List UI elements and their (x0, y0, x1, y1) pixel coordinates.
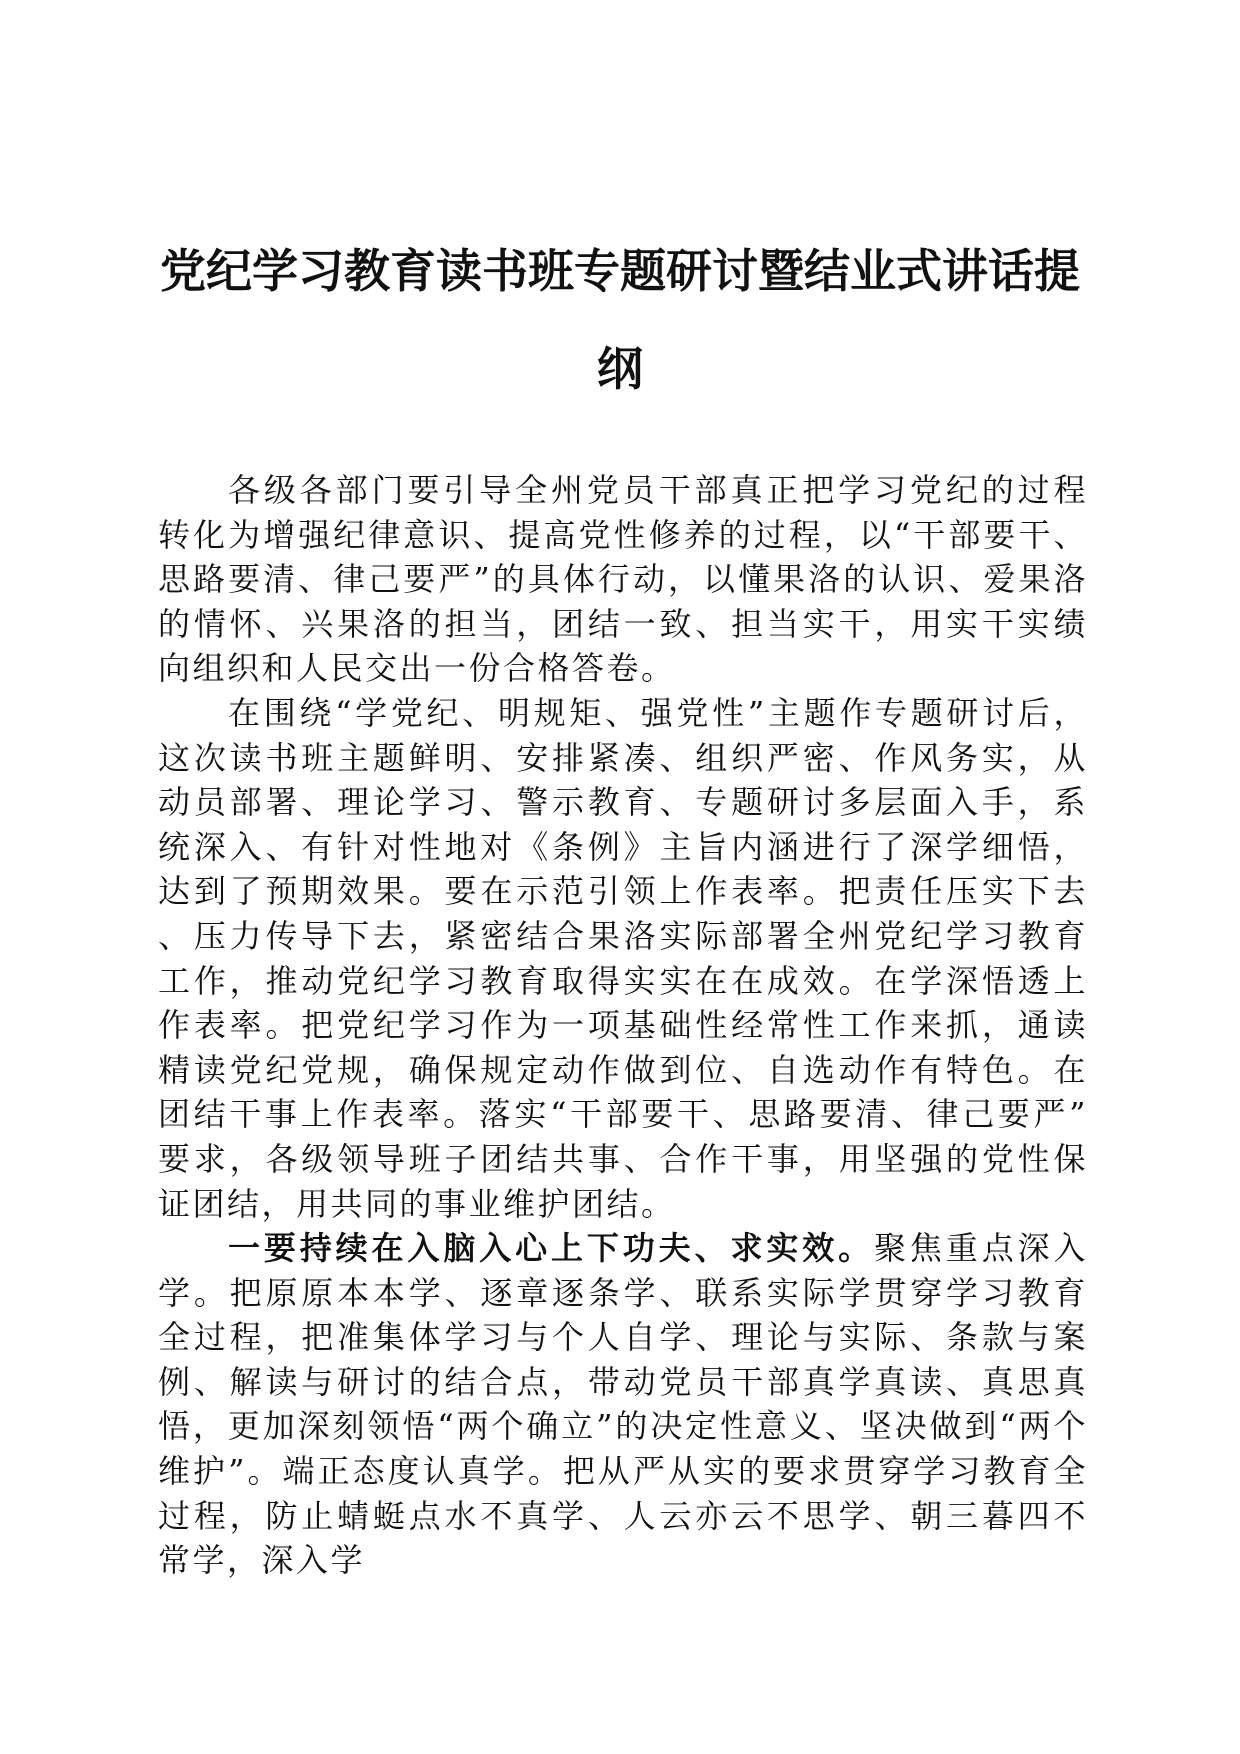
paragraph-3-text: 聚焦重点深入学。把原原本本学、逐章逐条学、联系实际学贯穿学习教育全过程，把准集体学习与个人自学、理论与实际、条款与案例、解读与研讨的结合点，带动党员干部真学真读、真思真悟，更加深刻领悟“两个确立”的决定性意义、坚决做到“两个维护”。端正态度认真学。把从严从实的要求贯穿学习教育全过程，防止蜻蜓点水不真学、人云亦云不思学、朝三暮四不常学，深入学 (158, 1229, 1088, 1580)
paragraph-3 (158, 1226, 1088, 1583)
paragraph-1 (158, 468, 1088, 691)
document-title: 党纪学习教育读书班专题研讨暨结业式讲话提纲 (160, 244, 1080, 396)
paragraph-3-lead: 一要持续在入脑入心上下功夫、求实效。 (228, 1229, 875, 1268)
paragraph-2-text: 在围绕“学党纪、明规矩、强党性”主题作专题研讨后，这次读书班主题鲜明、安排紧凑、组织严密、作风务实，从动员部署、理论学习、警示教育、专题研讨多层面入手，系统深入、有针对性地对《条例》主旨内涵进行了深学细悟，达到了预期效果。要在示范引领上作表率。把责任压实下去、压力传导下去，紧密结合果洛实际部署全州党纪学习教育工作，推动党纪学习教育取得实实在在成效。在学深悟透上作表率。把党纪学习作为一项基础性经常性工作来抓，通读精读党纪党规，确保规定动作做到位、自选动作有特色。在团结干事上作表率。落实“干部要干、思路要清、律己要严”要求，各级领导班子团结共事、合作干事，用坚强的党性保证团结，用共同的事业维护团结。 (158, 693, 1088, 1223)
paragraph-1-text: 各级各部门要引导全州党员干部真正把学习党纪的过程转化为增强纪律意识、提高党性修养的过程，以“干部要干、思路要清、律己要严”的具体行动，以懂果洛的认识、爱果洛的情怀、兴果洛的担当，团结一致、担当实干，用实干实绩向组织和人民交出一份合格答卷。 (158, 471, 1088, 688)
document-body (158, 468, 1088, 1583)
paragraph-2 (158, 691, 1088, 1226)
